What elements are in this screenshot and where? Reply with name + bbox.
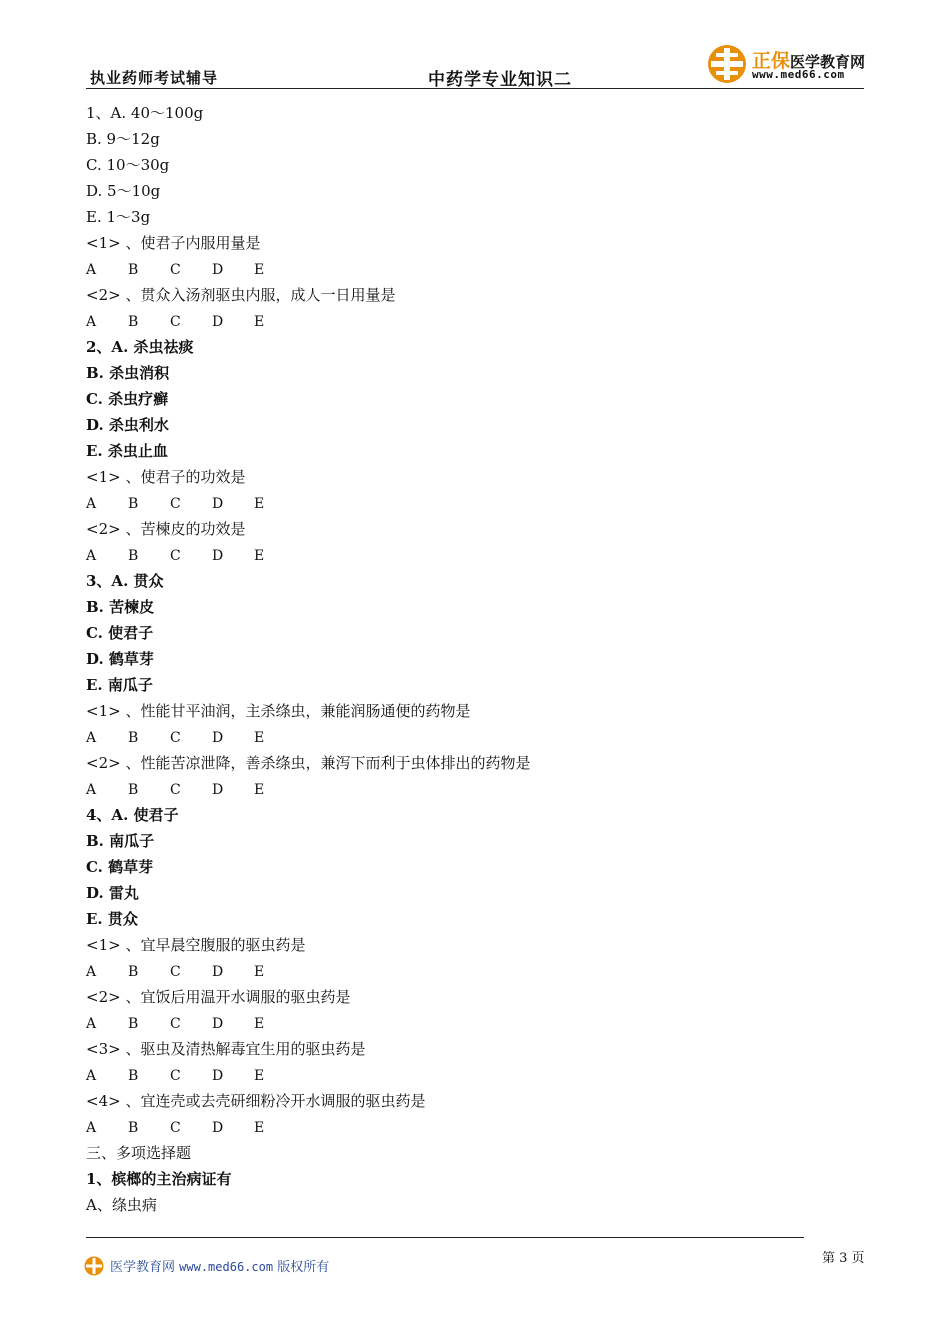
text-line: 3、A. 贯众 [86,572,164,590]
text-line: <1> 、使君子的功效是 [86,468,246,486]
option-letter: C [170,964,181,980]
option-letter: A [86,1068,97,1084]
option-letter: E [254,1120,265,1136]
option-letter: B [128,1016,139,1032]
option-letter: C [170,1016,181,1032]
text-line: E. 杀虫止血 [86,442,168,460]
text-line: 4、A. 使君子 [86,806,179,824]
footer-text [110,1256,329,1275]
text-line: C. 鹤草芽 [86,858,154,876]
text-line: <2> 、宜饭后用温开水调服的驱虫药是 [86,988,351,1006]
option-letter: B [128,496,139,512]
text-line: 2、A. 杀虫祛痰 [86,338,194,356]
option-letter: E [254,314,265,330]
option-letter: B [128,964,139,980]
footer-logo-icon [84,1256,104,1276]
option-letter: A [86,1016,97,1032]
text-line: <3> 、驱虫及清热解毒宜生用的驱虫药是 [86,1040,366,1058]
option-letter: B [128,262,139,278]
text-line: D. 杀虫利水 [86,416,169,434]
option-letter: C [170,730,181,746]
text-line: B. 杀虫消积 [86,364,170,382]
logo-emblem-icon [707,44,747,84]
option-letters-row [86,1062,846,1088]
option-letter: E [254,262,265,278]
option-letter: E [254,782,265,798]
text-line: 1、A. 40～100g [86,104,204,122]
text-line: <1> 、性能甘平油润，主杀绦虫，兼能润肠通便的药物是 [86,702,471,720]
option-letters-row [86,1010,846,1036]
option-letter: B [128,314,139,330]
header-divider [86,88,864,89]
header-left-title: 执业药师考试辅导 [90,69,219,87]
option-letter: A [86,496,97,512]
footer-site-url[interactable]: www.med66.com [179,1260,274,1274]
text-line: <1> 、使君子内服用量是 [86,234,261,252]
brand-logo [707,44,867,88]
option-letter: A [86,730,97,746]
option-letter: C [170,262,181,278]
text-line: <2> 、贯众入汤剂驱虫内服，成人一日用量是 [86,286,396,304]
text-line: <2> 、苦楝皮的功效是 [86,520,246,538]
option-letter: E [254,496,265,512]
option-letters-row [86,724,846,750]
text-line: C. 杀虫疗癣 [86,390,169,408]
option-letter: D [212,314,224,330]
option-letters-row [86,256,846,282]
option-letter: C [170,782,181,798]
option-letter: C [170,314,181,330]
option-letter: E [254,730,265,746]
option-letter: A [86,548,97,564]
text-line: E. 1～3g [86,208,151,226]
option-letter: C [170,548,181,564]
text-line: D. 雷丸 [86,884,139,902]
option-letter: B [128,548,139,564]
logo-url: www.med66.com [752,68,845,81]
option-letters-row [86,542,846,568]
text-line: B. 苦楝皮 [86,598,155,616]
option-letter: C [170,1068,181,1084]
text-line: E. 南瓜子 [86,676,153,694]
text-line: C. 使君子 [86,624,154,642]
option-letter: A [86,1120,97,1136]
option-letter: E [254,964,265,980]
text-line: B. 9～12g [86,130,160,148]
option-letter: D [212,1016,224,1032]
option-letter: E [254,1068,265,1084]
text-line: 三、多项选择题 [86,1144,192,1162]
option-letter: E [254,1016,265,1032]
option-letter: A [86,782,97,798]
option-letter: D [212,548,224,564]
option-letter: B [128,1120,139,1136]
document-body [86,100,846,1218]
text-line: C. 10～30g [86,156,170,174]
option-letter: C [170,496,181,512]
option-letters-row [86,308,846,334]
option-letter: B [128,1068,139,1084]
option-letter: A [86,262,97,278]
text-line: D. 鹤草芽 [86,650,154,668]
option-letter: A [86,964,97,980]
footer-site-name: 医学教育网 [110,1260,176,1275]
option-letter: D [212,782,224,798]
text-line: <2> 、性能苦凉泄降，善杀绦虫，兼泻下而利于虫体排出的药物是 [86,754,531,772]
logo-brand-black: 医学教育网 [790,53,866,71]
footer-divider [86,1237,804,1238]
text-line: <4> 、宜连壳或去壳研细粉冷开水调服的驱虫药是 [86,1092,426,1110]
option-letter: D [212,1120,224,1136]
logo-brand-orange: 正保 [752,50,791,72]
option-letter: D [212,964,224,980]
option-letter: D [212,262,224,278]
option-letter: D [212,730,224,746]
text-line: A、绦虫病 [86,1196,157,1214]
header-center-title: 中药学专业知识二 [428,70,572,90]
option-letter: B [128,730,139,746]
option-letter: A [86,314,97,330]
text-line: B. 南瓜子 [86,832,155,850]
footer-rights: 版权所有 [277,1260,330,1275]
text-line: D. 5～10g [86,182,161,200]
text-line: E. 贯众 [86,910,138,928]
option-letter: E [254,548,265,564]
option-letter: C [170,1120,181,1136]
option-letters-row [86,490,846,516]
option-letters-row [86,776,846,802]
option-letter: B [128,782,139,798]
option-letter: D [212,496,224,512]
text-line: <1> 、宜早晨空腹服的驱虫药是 [86,936,306,954]
option-letters-row [86,1114,846,1140]
option-letters-row [86,958,846,984]
page-number: 第 3 页 [822,1251,865,1266]
text-line: 1、槟榔的主治病证有 [86,1170,232,1188]
option-letter: D [212,1068,224,1084]
